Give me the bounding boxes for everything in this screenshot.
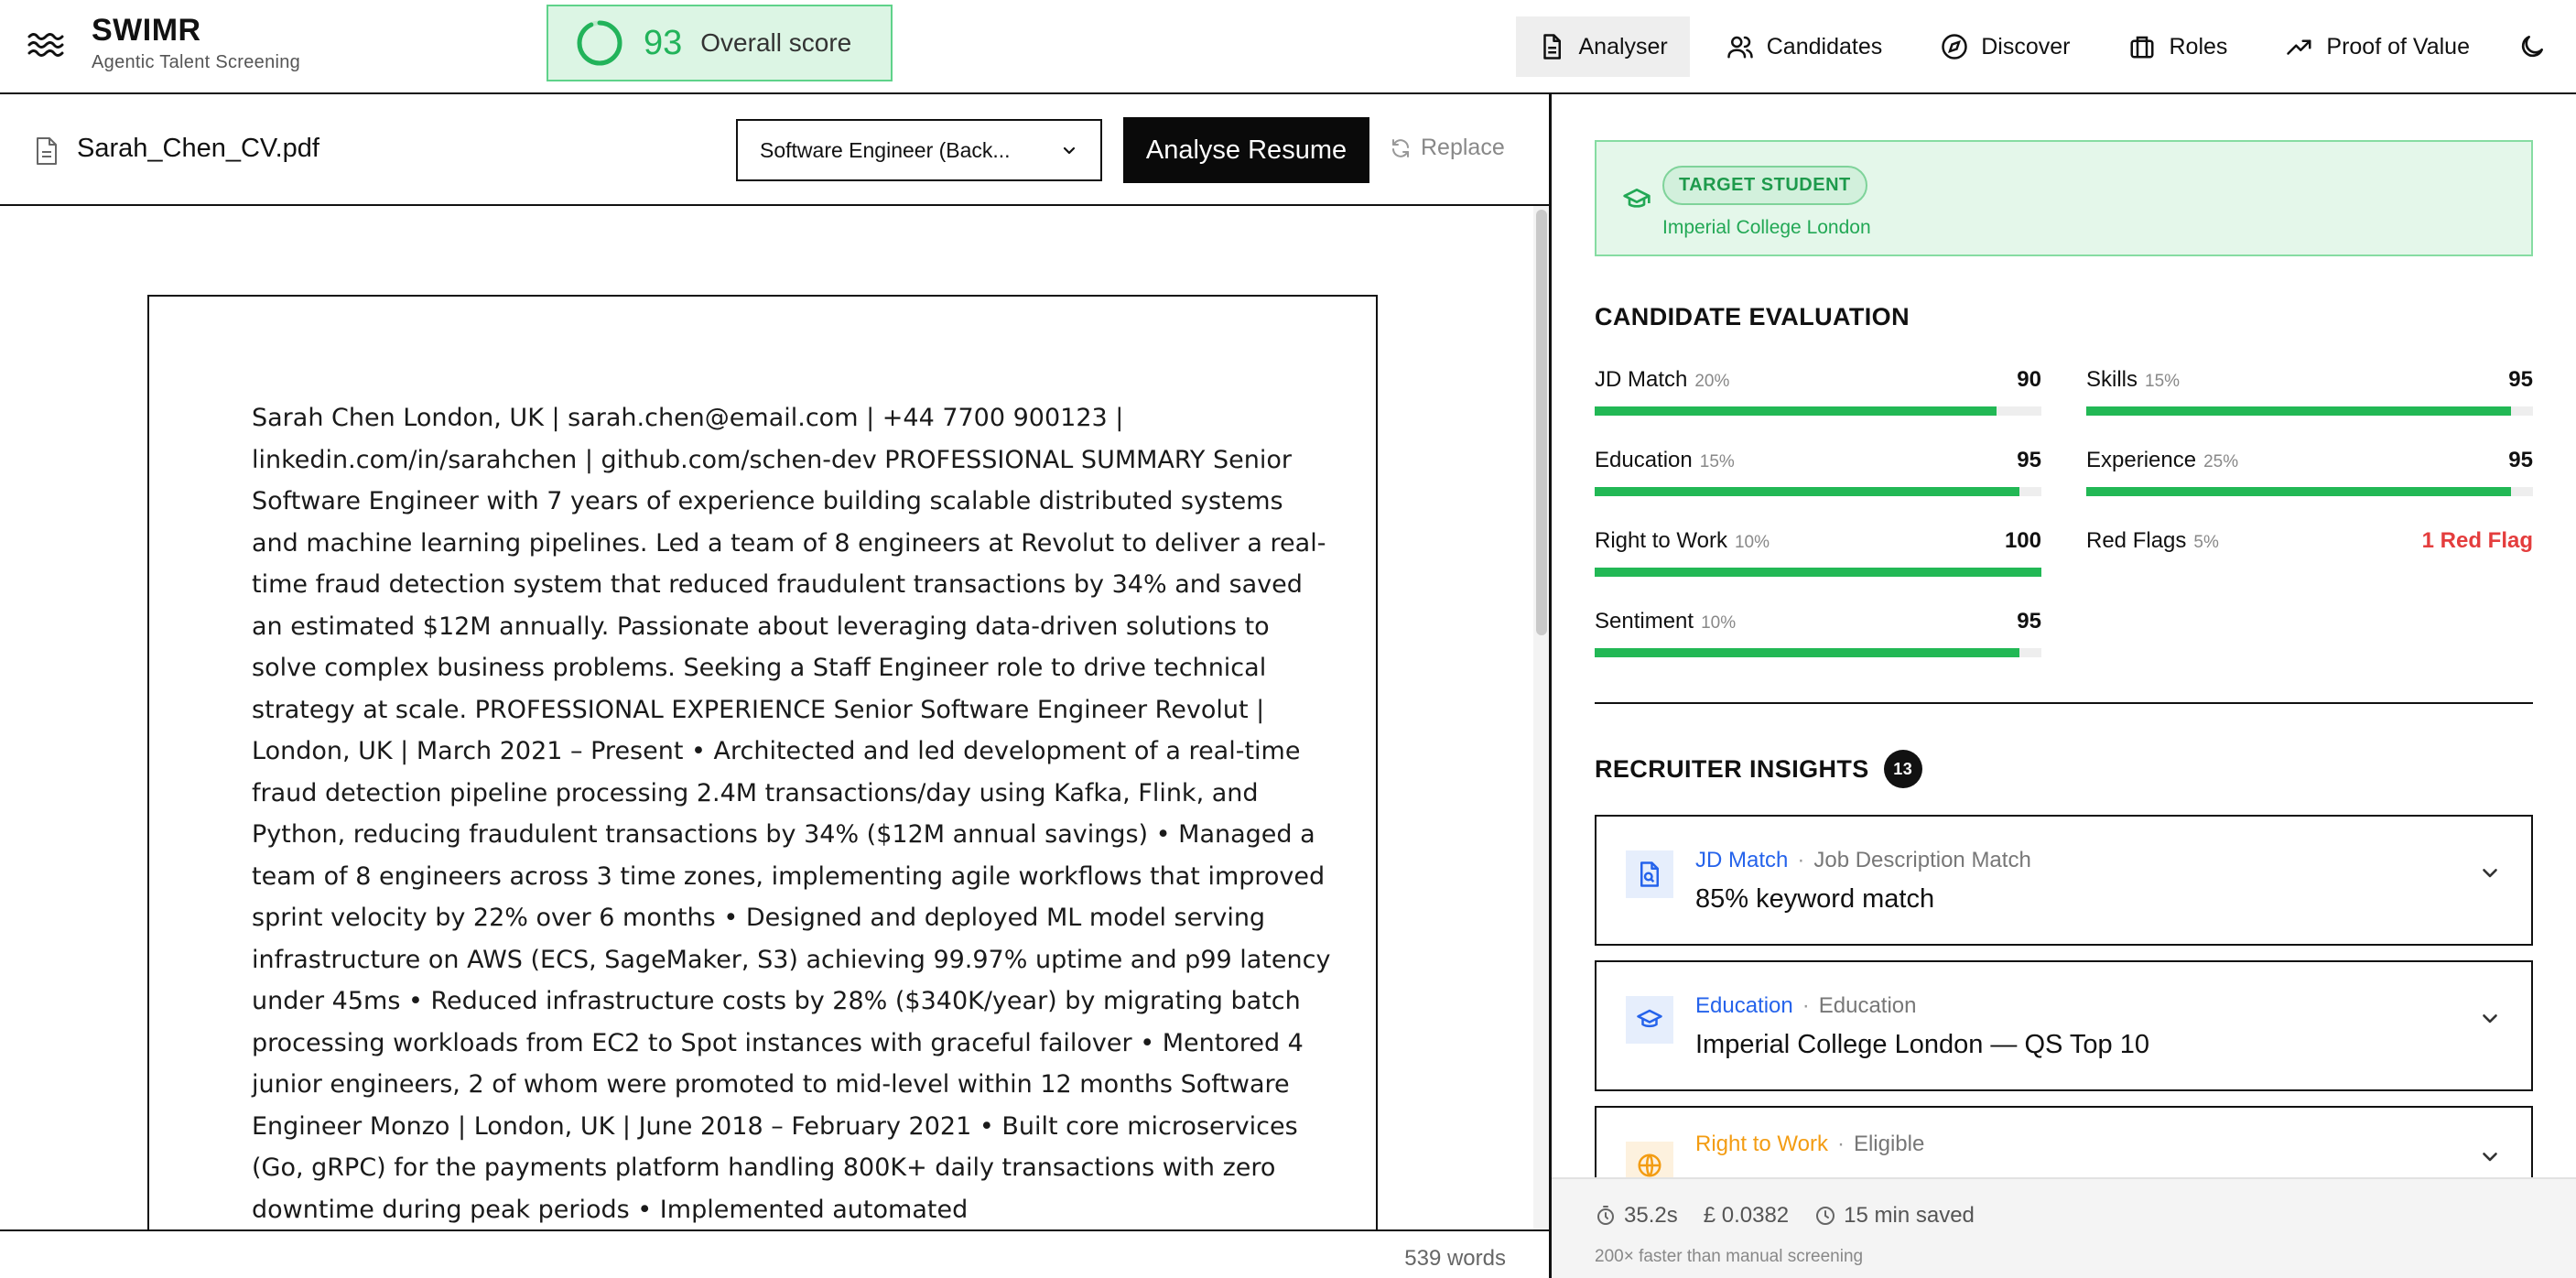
chevron-down-icon	[1060, 141, 1078, 159]
nav-discover[interactable]	[1919, 16, 2092, 77]
speed-note: 200× faster than manual screening	[1595, 1247, 1864, 1266]
metric-bar	[1595, 406, 2041, 416]
metric-bar-fill	[1595, 568, 2041, 577]
nav-analyser[interactable]	[1516, 16, 1689, 77]
refresh-icon	[1390, 137, 1412, 159]
replace-button[interactable]	[1390, 135, 1505, 161]
metric-bar-fill	[2086, 487, 2511, 496]
chevron-down-icon[interactable]	[2478, 861, 2502, 884]
metric-bar-fill	[2086, 406, 2511, 416]
metric-value: 95	[2508, 367, 2533, 392]
insight-card-jd-match[interactable]: JD Match · Job Description Match 85% keyword match	[1595, 815, 2533, 946]
processing-cost-value: £ 0.0382	[1703, 1203, 1790, 1228]
resume-page	[147, 295, 1378, 1229]
stats-footer	[1552, 1177, 2576, 1278]
word-count: 539 words	[1404, 1246, 1506, 1271]
graduation-cap-icon	[1622, 185, 1651, 214]
document-scrollbar[interactable]	[1533, 206, 1550, 1229]
metric-bar	[1595, 568, 2041, 577]
insight-icon-box	[1626, 1142, 1673, 1177]
insight-card-education[interactable]: Education · Education Imperial College London — QS Top 10	[1595, 960, 2533, 1091]
insight-category: JD Match	[1695, 848, 1789, 872]
insight-text: 85% keyword match	[1695, 884, 1935, 914]
metric-value: 100	[2004, 528, 2041, 553]
nav-discover-label: Discover	[1981, 33, 2071, 60]
metric-bar-fill	[1595, 648, 2019, 657]
metric-bar	[1595, 487, 2041, 496]
metric-bar	[1595, 648, 2041, 657]
metric-weight: 20%	[1694, 372, 1730, 391]
target-institution: Imperial College London	[1662, 217, 1871, 238]
processing-time-value: 35.2s	[1624, 1203, 1678, 1228]
insight-category: Right to Work	[1695, 1132, 1828, 1156]
main-nav	[1501, 10, 2576, 83]
metric-bar	[2086, 406, 2533, 416]
metric-label: Experience	[2086, 448, 2197, 472]
time-saved	[1814, 1203, 1975, 1229]
metric-weight: 5%	[2193, 533, 2219, 552]
overall-score-label: Overall score	[700, 28, 852, 57]
nav-analyser-label: Analyser	[1578, 33, 1668, 60]
role-select[interactable]	[736, 119, 1102, 181]
time-saved-value: 15 min saved	[1844, 1203, 1975, 1228]
file-name: Sarah_Chen_CV.pdf	[77, 134, 319, 163]
insight-text: Imperial College London — QS Top 10	[1695, 1030, 2149, 1059]
word-count-bar	[0, 1229, 1550, 1278]
metric-value: 95	[2017, 448, 2041, 472]
metric-label: Sentiment	[1595, 609, 1694, 634]
replace-label: Replace	[1421, 135, 1505, 160]
metric-label: Right to Work	[1595, 528, 1727, 553]
nav-proof-of-value-label: Proof of Value	[2326, 33, 2470, 60]
recruiter-insights-heading: RECRUITER INSIGHTS	[1595, 754, 1869, 783]
document-viewer[interactable]	[0, 206, 1533, 1229]
brand-subtitle: Agentic Talent Screening	[92, 52, 301, 72]
overall-score-card	[547, 5, 893, 81]
insight-category: Education	[1695, 993, 1793, 1018]
resume-pane	[0, 94, 1550, 1278]
insight-icon-box	[1626, 996, 1673, 1044]
moon-icon	[2517, 32, 2547, 61]
file-toolbar	[0, 94, 1550, 206]
candidate-evaluation-heading: CANDIDATE EVALUATION	[1595, 303, 1910, 330]
trending-up-icon	[2286, 33, 2313, 60]
document-icon	[1538, 33, 1565, 60]
metric-weight: 15%	[1699, 452, 1735, 471]
nav-proof-of-value[interactable]	[2264, 16, 2492, 77]
insight-kind: Education	[1818, 993, 1917, 1018]
metric-education	[1595, 448, 2041, 521]
chevron-down-icon[interactable]	[2478, 1006, 2502, 1030]
nav-candidates-label: Candidates	[1766, 33, 1883, 60]
globe-icon	[1636, 1152, 1663, 1177]
nav-candidates[interactable]	[1705, 16, 1904, 77]
file-icon	[35, 136, 59, 166]
metric-value: 95	[2017, 609, 2041, 634]
insights-count-badge: 13	[1884, 750, 1922, 788]
candidate-evaluation-title	[1595, 303, 1910, 331]
overall-score-value: 93	[644, 23, 683, 62]
metric-weight: 10%	[1734, 533, 1770, 552]
red-flag-count[interactable]: 1 Red Flag	[2421, 528, 2533, 553]
section-divider	[1595, 702, 2533, 704]
nav-roles-label: Roles	[2169, 33, 2228, 60]
metric-label: Education	[1595, 448, 1693, 472]
metric-sentiment	[1595, 609, 2041, 682]
target-student-badge: TARGET STUDENT	[1662, 166, 1867, 205]
nav-roles[interactable]	[2106, 16, 2249, 77]
clock-icon	[1814, 1205, 1836, 1227]
waves-icon[interactable]	[27, 29, 64, 60]
briefcase-icon	[2128, 33, 2156, 60]
users-icon	[1726, 33, 1754, 60]
app-header	[0, 0, 2576, 94]
metric-skills	[2086, 367, 2533, 440]
metric-experience	[2086, 448, 2533, 521]
compass-icon	[1941, 33, 1968, 60]
score-ring-icon	[576, 19, 623, 67]
metric-red-flags	[2086, 528, 2533, 601]
chevron-down-icon[interactable]	[2478, 1144, 2502, 1168]
processing-time	[1595, 1203, 1678, 1229]
theme-toggle-button[interactable]	[2506, 21, 2558, 72]
metric-weight: 25%	[2203, 452, 2239, 471]
insight-card-right-to-work[interactable]: Right to Work · Eligible	[1595, 1106, 2533, 1177]
metric-label: Red Flags	[2086, 528, 2187, 553]
metric-jd-match	[1595, 367, 2041, 440]
metric-label: JD Match	[1595, 367, 1688, 392]
processing-cost	[1704, 1203, 1789, 1229]
graduation-cap-icon	[1636, 1006, 1663, 1034]
analyse-resume-button[interactable]: Analyse Resume	[1123, 117, 1369, 183]
insight-kind: Job Description Match	[1813, 848, 2031, 872]
metric-bar	[2086, 487, 2533, 496]
insight-icon-box	[1626, 850, 1673, 898]
recruiter-insights-title	[1595, 750, 1922, 788]
insight-kind: Eligible	[1853, 1132, 1925, 1156]
metric-right-to-work	[1595, 528, 2041, 601]
metric-weight: 15%	[2145, 372, 2181, 391]
resume-text: Sarah Chen London, UK | sarah.chen@email.com | +44 7700 900123 | linkedin.com/in/sarahchen | github.com/schen-dev PROFESSIONAL SUMMARY Senior Software Engineer with 7 years of experience building scalable distributed systems and machine learning pipelines. Led a team of 8 engineers at Revolut to deliver a real-time fraud detection system that reduced fraudulent transactions by 34% and saved an estimated $12M annually. Passionate about leveraging data-driven solutions to solve complex business problems. Seeking a Staff Engineer role to drive technical strategy at scale. PROFESSIONAL EXPERIENCE Senior Software Engineer Revolut | London, UK | March 2021 – Present • Architected and led development of a real-time fraud detection pipeline processing 2.4M transactions/day using Kafka, Flink, and Python, reducing fraudulent transactions by 34% ($12M annual savings) • Managed a team of 8 engineers across 3 time zones, implementing agile workflows that improved sprint velocity by 22% over 6 months • Designed and deployed ML model serving infrastructure on AWS (ECS, SageMaker, S3) achieving 99.97% uptime and p99 latency under 45ms • Reduced infrastructure costs by 28% ($340K/year) by migrating batch processing workloads from EC2 to Spot instances with graceful failover • Mentored 4 junior engineers, 2 of whom were promoted to mid-level within 12 months Software Engineer Monzo | London, UK | June 2018 – February 2021 • Built core microservices (Go, gRPC) for the payments platform handling 800K+ daily transactions with zero downtime during peak periods • Implemented automated	[252, 404, 1331, 1224]
metric-weight: 10%	[1701, 613, 1737, 633]
brand	[92, 13, 300, 73]
metric-bar-fill	[1595, 487, 2019, 496]
metric-value: 95	[2508, 448, 2533, 472]
metric-label: Skills	[2086, 367, 2138, 392]
metric-value: 90	[2017, 367, 2041, 392]
evaluation-pane	[1552, 94, 2576, 1177]
target-student-card	[1595, 140, 2533, 256]
brand-name: SWIMR	[92, 13, 201, 48]
role-select-value: Software Engineer (Back...	[760, 137, 1011, 162]
file-search-icon	[1636, 861, 1663, 888]
document-scrollbar-thumb[interactable]	[1536, 210, 1547, 635]
metric-bar-fill	[1595, 406, 1997, 416]
stopwatch-icon	[1595, 1205, 1617, 1227]
